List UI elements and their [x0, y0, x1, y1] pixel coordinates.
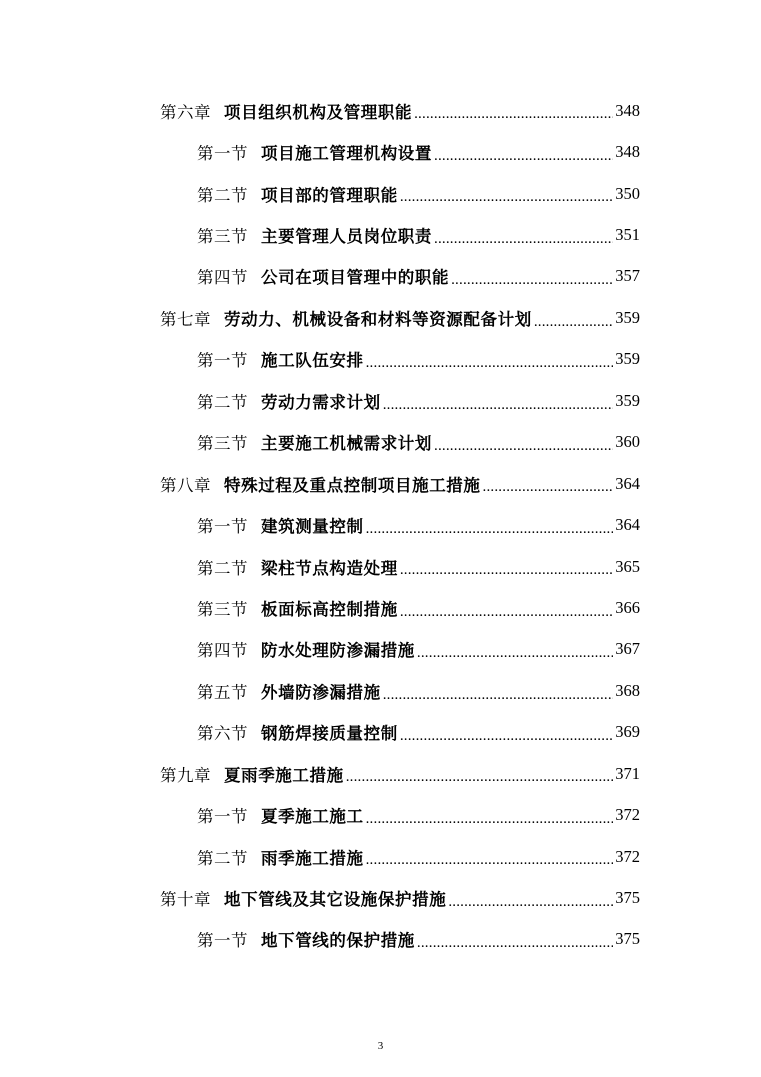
toc-dot-leader	[434, 228, 613, 246]
toc-entry-chapter-7[interactable]	[0, 297, 640, 338]
toc-dot-leader	[366, 352, 614, 370]
toc-entry-page: 364	[615, 473, 640, 493]
toc-entry-section[interactable]	[0, 256, 640, 297]
toc-entry-section[interactable]	[0, 629, 640, 670]
toc-entry-section[interactable]	[0, 339, 640, 380]
toc-entry-section[interactable]	[0, 836, 640, 877]
toc-entry-page: 359	[615, 349, 640, 369]
toc-dot-leader	[451, 269, 613, 287]
toc-entry-label: 第一节	[197, 351, 248, 371]
toc-dot-leader	[417, 642, 613, 660]
toc-entry-page: 375	[615, 929, 640, 949]
toc-dot-leader	[448, 891, 613, 909]
toc-entry-page: 348	[615, 100, 640, 120]
toc-entry-title: 地下管线的保护措施	[261, 931, 415, 951]
toc-entry-page: 350	[615, 183, 640, 203]
toc-entry-label: 第十章	[160, 890, 211, 910]
toc-dot-leader	[483, 476, 614, 494]
toc-dot-leader	[366, 808, 614, 826]
toc-dot-leader	[534, 311, 613, 329]
toc-entry-label: 第二节	[197, 558, 248, 578]
toc-dot-leader	[434, 435, 613, 453]
toc-entry-label: 第五节	[197, 682, 248, 702]
table-of-contents	[0, 90, 761, 960]
toc-entry-page: 367	[615, 639, 640, 659]
page-number: 3	[377, 1040, 384, 1052]
toc-entry-chapter-6[interactable]	[0, 90, 640, 131]
toc-entry-title: 劳动力、机械设备和材料等资源配备计划	[224, 309, 532, 329]
toc-entry-title: 雨季施工措施	[261, 848, 364, 868]
toc-dot-leader	[434, 145, 613, 163]
toc-entry-section[interactable]	[0, 131, 640, 172]
toc-entry-title: 外墙防渗漏措施	[261, 682, 381, 702]
toc-dot-leader	[366, 849, 614, 867]
toc-entry-label: 第二节	[197, 848, 248, 868]
toc-entry-title: 板面标高控制措施	[261, 599, 398, 619]
toc-dot-leader	[383, 394, 614, 412]
toc-entry-page: 351	[615, 225, 640, 245]
toc-entry-chapter-10[interactable]	[0, 877, 640, 918]
toc-entry-title: 地下管线及其它设施保护措施	[224, 890, 447, 910]
toc-dot-leader	[383, 684, 614, 702]
toc-entry-section[interactable]	[0, 587, 640, 628]
toc-entry-title: 项目组织机构及管理职能	[224, 102, 413, 122]
toc-dot-leader	[366, 518, 614, 536]
toc-entry-section[interactable]	[0, 214, 640, 255]
toc-entry-page: 359	[615, 307, 640, 327]
toc-entry-label: 第三节	[197, 227, 248, 247]
toc-entry-title: 建筑测量控制	[261, 517, 364, 537]
toc-entry-page: 372	[615, 846, 640, 866]
toc-dot-leader	[414, 103, 613, 121]
toc-entry-label: 第二节	[197, 185, 248, 205]
toc-entry-chapter-8[interactable]	[0, 463, 640, 504]
toc-entry-page: 365	[615, 556, 640, 576]
toc-entry-section[interactable]	[0, 380, 640, 421]
toc-entry-page: 366	[615, 597, 640, 617]
toc-entry-page: 359	[615, 390, 640, 410]
toc-entry-section[interactable]	[0, 712, 640, 753]
toc-entry-page: 360	[615, 432, 640, 452]
toc-entry-page: 368	[615, 680, 640, 700]
toc-entry-title: 主要施工机械需求计划	[261, 434, 432, 454]
toc-entry-label: 第九章	[160, 765, 211, 785]
toc-entry-label: 第一节	[197, 807, 248, 827]
toc-entry-section[interactable]	[0, 794, 640, 835]
toc-entry-label: 第六节	[197, 724, 248, 744]
toc-entry-label: 第七章	[160, 309, 211, 329]
toc-dot-leader	[400, 725, 613, 743]
toc-entry-title: 项目部的管理职能	[261, 185, 398, 205]
toc-entry-section[interactable]	[0, 546, 640, 587]
toc-dot-leader	[417, 932, 613, 950]
toc-entry-page: 364	[615, 515, 640, 535]
toc-entry-title: 特殊过程及重点控制项目施工措施	[224, 475, 481, 495]
toc-entry-title: 劳动力需求计划	[261, 392, 381, 412]
toc-entry-label: 第一节	[197, 931, 248, 951]
toc-entry-label: 第三节	[197, 434, 248, 454]
toc-entry-page: 375	[615, 888, 640, 908]
toc-entry-title: 防水处理防渗漏措施	[261, 641, 415, 661]
toc-entry-section[interactable]	[0, 173, 640, 214]
toc-entry-title: 梁柱节点构造处理	[261, 558, 398, 578]
toc-entry-label: 第一节	[197, 517, 248, 537]
toc-entry-title: 夏季施工施工	[261, 807, 364, 827]
toc-entry-label: 第一节	[197, 144, 248, 164]
toc-dot-leader	[400, 186, 613, 204]
toc-entry-label: 第二节	[197, 392, 248, 412]
toc-entry-label: 第三节	[197, 599, 248, 619]
toc-entry-title: 公司在项目管理中的职能	[261, 268, 450, 288]
toc-entry-page: 372	[615, 805, 640, 825]
toc-entry-title: 夏雨季施工措施	[224, 765, 344, 785]
toc-dot-leader	[400, 559, 613, 577]
toc-entry-section[interactable]	[0, 422, 640, 463]
toc-entry-chapter-9[interactable]	[0, 753, 640, 794]
toc-entry-section[interactable]	[0, 670, 640, 711]
toc-entry-title: 钢筋焊接质量控制	[261, 724, 398, 744]
toc-entry-label: 第四节	[197, 268, 248, 288]
toc-entry-page: 369	[615, 722, 640, 742]
toc-entry-page: 371	[615, 763, 640, 783]
toc-entry-title: 主要管理人员岗位职责	[261, 227, 432, 247]
toc-entry-label: 第八章	[160, 475, 211, 495]
toc-entry-label: 第四节	[197, 641, 248, 661]
toc-entry-page: 357	[615, 266, 640, 286]
toc-dot-leader	[400, 601, 613, 619]
toc-entry-title: 施工队伍安排	[261, 351, 364, 371]
toc-entry-section[interactable]	[0, 504, 640, 545]
toc-entry-title: 项目施工管理机构设置	[261, 144, 432, 164]
toc-dot-leader	[346, 766, 614, 784]
toc-entry-page: 348	[615, 142, 640, 162]
toc-entry-section[interactable]	[0, 919, 640, 960]
toc-entry-label: 第六章	[160, 102, 211, 122]
